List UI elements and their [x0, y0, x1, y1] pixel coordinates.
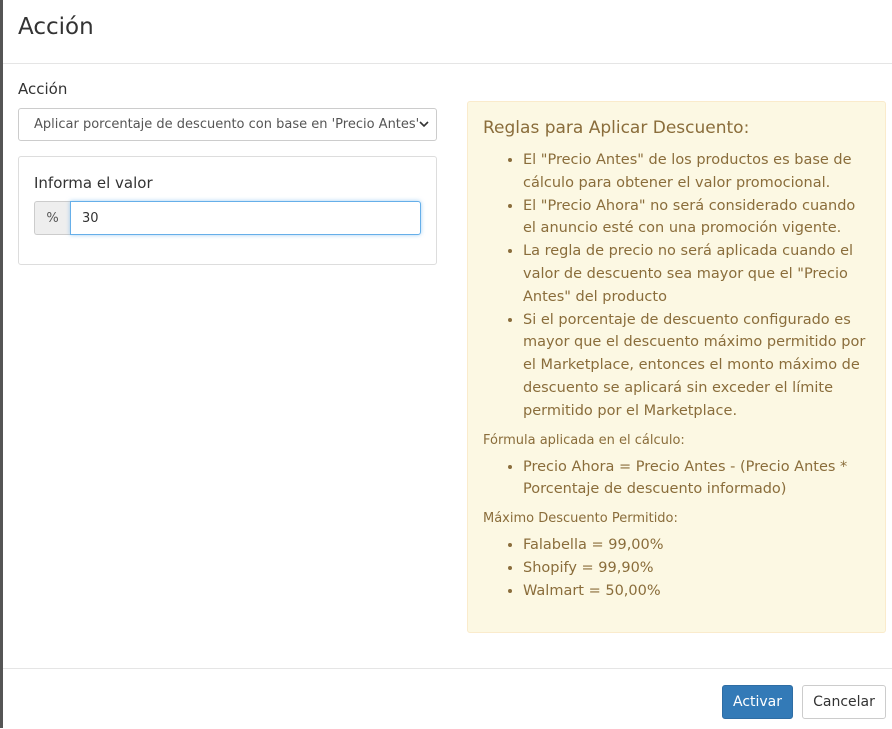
- rule-item: • La regla de precio no será aplicada cuando el valor de descuento sea mayor que el "Precio Antes" del producto: [523, 240, 871, 308]
- activate-button[interactable]: Activar: [722, 685, 793, 719]
- modal-title: Acción: [18, 14, 94, 40]
- value-panel: [18, 156, 437, 265]
- rules-list: [483, 149, 871, 423]
- formula-item: • Precio Ahora = Precio Antes - (Precio Antes * Porcentaje de descuento informado): [523, 456, 871, 502]
- formula-heading: Fórmula aplicada en el cálculo:: [483, 432, 685, 448]
- rule-item: • El "Precio Ahora" no será considerado cuando el anuncio esté con una promoción vigente.: [523, 195, 871, 241]
- action-select[interactable]: [18, 108, 437, 141]
- rules-title: Reglas para Aplicar Descuento:: [483, 118, 750, 138]
- percent-addon: %: [34, 201, 70, 235]
- max-discount-item: • Walmart = 50,00%: [523, 580, 871, 603]
- discount-value-input[interactable]: [70, 201, 421, 235]
- action-select-value: Aplicar porcentaje de descuento con base en 'Precio Antes': [34, 117, 420, 132]
- max-discount-item: • Falabella = 99,00%: [523, 534, 871, 557]
- modal-footer: [3, 668, 892, 729]
- action-label: Acción: [18, 80, 68, 98]
- chevron-down-icon: [417, 109, 431, 140]
- cancel-button[interactable]: Cancelar: [802, 685, 886, 719]
- value-label: Informa el valor: [34, 174, 153, 192]
- value-input-group: [34, 201, 421, 235]
- rule-item: • Si el porcentaje de descuento configurado es mayor que el descuento máximo permitido por el Marketplace, entonces el monto máximo de descuento se aplicará sin exceder el límite permitido por el Marketplace.: [523, 309, 871, 423]
- discount-rules-panel: [467, 101, 886, 633]
- max-discount-heading: Máximo Descuento Permitido:: [483, 511, 678, 527]
- max-discount-item: • Shopify = 99,90%: [523, 557, 871, 580]
- modal-header: [3, 0, 892, 64]
- rule-item: • El "Precio Antes" de los productos es base de cálculo para obtener el valor promocional.: [523, 149, 871, 195]
- max-discount-list: [483, 534, 871, 602]
- formula-list: [483, 456, 871, 502]
